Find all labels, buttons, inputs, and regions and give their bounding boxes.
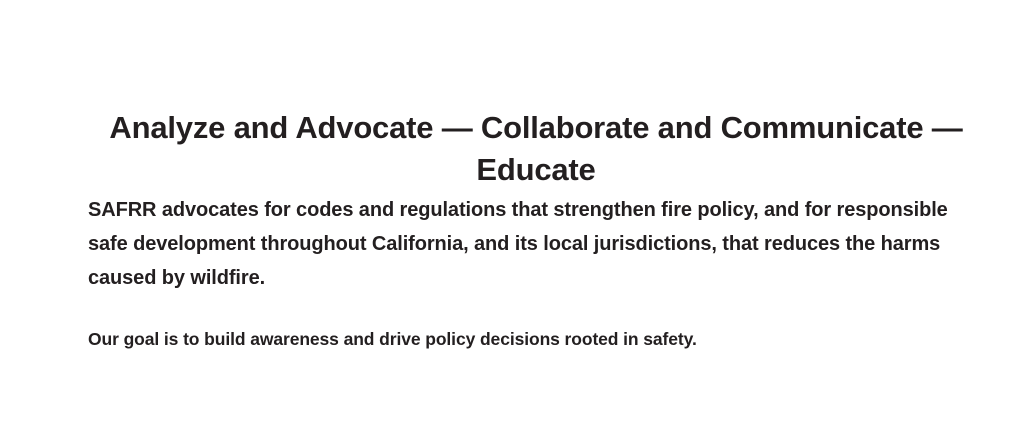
paragraph-spacer [88, 295, 988, 325]
paragraph-goal: Our goal is to build awareness and drive policy decisions rooted in safety. [88, 329, 697, 349]
body-content [88, 193, 988, 353]
page-title: Analyze and Advocate — Collaborate and Communicate — Educate [109, 109, 963, 187]
paragraph-mission: SAFRR advocates for codes and regulations that strengthen fire policy, and for responsible safe development throughout California, and its local jurisdictions, that reduces the harms caused by wildfire. [88, 199, 948, 289]
